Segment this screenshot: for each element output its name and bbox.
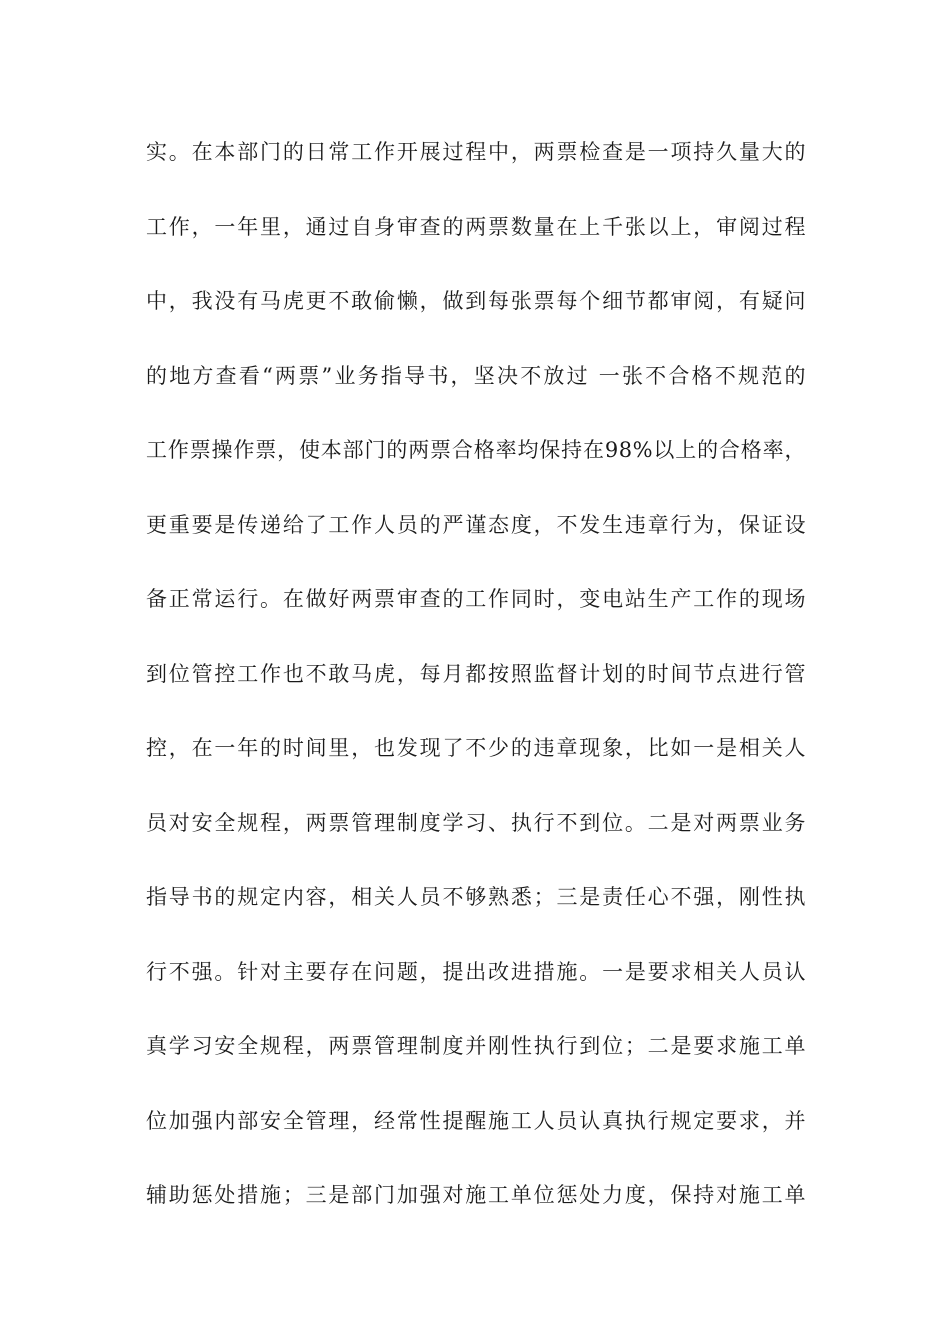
text-line: 辅助惩处措施；三是部门加强对施工单位惩处力度，保持对施工单 [146,1183,806,1207]
text-line: 控，在一年的时间里，也发现了不少的违章现象，比如一是相关人 [146,736,806,760]
text-line: 备正常运行。在做好两票审查的工作同时，变电站生产工作的现场 [146,587,806,611]
text-line: 更重要是传递给了工作人员的严谨态度，不发生违章行为，保证设 [146,512,806,537]
text-line: 中，我没有马虎更不敢偷懒，做到每张票每个细节都审阅，有疑问 [146,289,806,313]
text-line: 真学习安全规程，两票管理制度并刚性执行到位；二是要求施工单 [146,1034,806,1058]
text-line: 行不强。针对主要存在问题，提出改进措施。一是要求相关人员认 [146,959,806,984]
text-line: 工作票操作票，使本部门的两票合格率均保持在98%以上的合格率， [146,438,806,462]
body-text [146,132,806,1250]
text-line: 实。在本部门的日常工作开展过程中，两票检查是一项持久量大的 [146,140,806,164]
text-line: 员对安全规程，两票管理制度学习、执行不到位。二是对两票业务 [146,810,806,835]
text-line: 到位管控工作也不敢马虎，每月都按照监督计划的时间节点进行管 [146,661,806,686]
text-line: 工作，一年里，通过自身审查的两票数量在上千张以上，审阅过程 [146,214,806,239]
text-line: 位加强内部安全管理，经常性提醒施工人员认真执行规定要求，并 [146,1108,806,1133]
text-line: 的地方查看“两票”业务指导书，坚决不放过 一张不合格不规范的 [146,363,806,388]
text-line: 指导书的规定内容，相关人员不够熟悉；三是责任心不强，刚性执 [146,885,806,909]
